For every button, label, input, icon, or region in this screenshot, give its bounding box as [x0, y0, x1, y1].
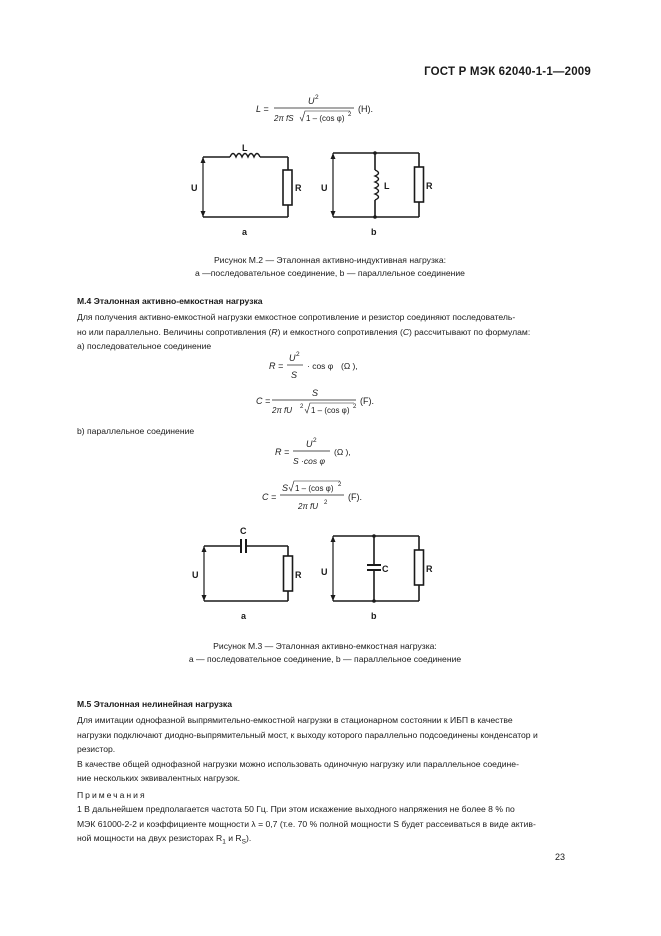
label-b: b	[371, 227, 377, 237]
svg-text:S: S	[291, 370, 298, 380]
label-U: U	[192, 570, 199, 580]
para-line: Для имитации однофазной выпрямительно-емкостной нагрузки в стационарном состоянии к ИБП в качестве	[77, 715, 513, 725]
formula-exp: 2	[315, 94, 319, 101]
resistor-symbol	[283, 170, 292, 205]
formula-r-parallel	[273, 435, 373, 474]
svg-text:S: S	[282, 483, 289, 493]
label-a: a	[242, 227, 248, 237]
formula-lhs: L =	[256, 104, 269, 114]
formula-inductance	[250, 92, 420, 133]
label-L: L	[384, 181, 390, 191]
svg-text:C =: C =	[256, 396, 271, 406]
label-R: R	[295, 183, 302, 193]
resistor-symbol	[415, 550, 424, 585]
para-line: нагрузки подключают диодно-выпрямительный мост, к выходу которого параллельно подсоединены конденсатор и	[77, 729, 538, 740]
svg-text:2: 2	[353, 404, 357, 410]
note-1	[77, 802, 597, 850]
label-a: a	[241, 611, 247, 621]
section-m5-title: М.5 Эталонная нелинейная нагрузка	[77, 699, 233, 709]
svg-text:2: 2	[324, 500, 328, 506]
svg-text:S ·cos φ: S ·cos φ	[293, 456, 325, 466]
svg-text:(F).: (F).	[360, 396, 374, 406]
svg-text:U: U	[289, 353, 296, 363]
resistor-symbol	[415, 167, 424, 202]
formula-den-exp: 2	[348, 112, 352, 118]
caption-line: Рисунок М.2 — Эталонная активно-индуктивная нагрузка:	[213, 255, 447, 265]
caption-line: a — последовательное соединение, b — параллельное соединение	[188, 654, 462, 664]
formula-unit: (H).	[358, 104, 373, 114]
para-line: ние нескольких эквивалентных нагрузок.	[77, 773, 240, 783]
label-R: R	[426, 181, 433, 191]
formula-numerator: U	[308, 96, 315, 106]
para-line: В качестве общей однофазной нагрузки можно использовать одиночную нагрузку или параллельное соедине-	[77, 758, 519, 769]
formula-c-parallel	[260, 478, 390, 519]
resistor-symbol	[284, 556, 293, 591]
circuit-m2-b	[318, 145, 443, 237]
label-C: C	[382, 564, 389, 574]
label-U: U	[191, 183, 198, 193]
para-line: Для получения активно-емкостной нагрузки емкостное сопротивление и резистор соединяют последователь-	[77, 312, 516, 322]
list-item-b: b) параллельное соединение	[77, 426, 195, 436]
formula-c-series	[254, 384, 394, 423]
svg-text:R =: R =	[275, 447, 290, 457]
formula-den-pre: 2π fS	[274, 114, 294, 123]
document-header: ГОСТ Р МЭК 62040-1-1—2009	[424, 66, 591, 78]
note-line: ной мощности на двух резисторах $R_1$ и $R_S$).	[77, 833, 252, 846]
formula-r-series	[267, 349, 377, 388]
svg-text:R =: R =	[269, 361, 284, 371]
svg-text:(Ω ),: (Ω ),	[334, 447, 351, 457]
circuit-m3-a	[186, 520, 301, 624]
svg-text:(F).: (F).	[348, 492, 362, 502]
svg-text:2: 2	[300, 404, 304, 410]
section-m4-paragraph	[77, 310, 587, 354]
circuit-m3-b	[318, 528, 443, 624]
inductor-symbol	[230, 154, 260, 158]
label-R: R	[295, 570, 302, 580]
inductor-symbol	[375, 170, 379, 200]
svg-text:S: S	[312, 388, 319, 398]
para-line: резистор.	[77, 744, 116, 754]
caption-line: Рисунок М.3 — Эталонная активно-емкостная нагрузка:	[213, 641, 437, 651]
notes-title: Примечания	[77, 790, 147, 800]
section-m5-paragraph	[77, 713, 597, 786]
label-R: R	[426, 564, 433, 574]
svg-text:C =: C =	[262, 492, 277, 502]
formula-den-root: 1 – (cos φ)	[306, 114, 345, 123]
label-C: C	[240, 526, 247, 536]
label-L: L	[242, 143, 248, 153]
svg-text:2: 2	[313, 437, 317, 444]
label-U: U	[321, 567, 328, 577]
label-U: U	[321, 183, 328, 193]
circuit-m2-a	[185, 145, 300, 237]
svg-text:· cos φ: · cos φ	[307, 361, 334, 371]
formula-inductance-svg	[250, 92, 420, 128]
figure-m3-caption	[65, 640, 585, 666]
svg-text:2: 2	[338, 482, 342, 488]
svg-text:1 – (cos φ): 1 – (cos φ)	[295, 484, 334, 493]
svg-text:(Ω ),: (Ω ),	[341, 361, 358, 371]
label-b: b	[371, 611, 377, 621]
caption-line: a —последовательное соединение, b — параллельное соединение	[195, 268, 465, 278]
para-line: но или параллельно. Величины сопротивления (R) и емкостного сопротивления (C) рассчитывают по формулам:	[77, 326, 531, 337]
svg-text:2π fU: 2π fU	[298, 502, 319, 511]
svg-text:1 – (cos φ): 1 – (cos φ)	[311, 406, 350, 415]
svg-text:2: 2	[296, 351, 300, 358]
note-line: 1 В дальнейшем предполагается частота 50 Гц. При этом искажение выходного напряжения не более 8 % по	[77, 804, 515, 814]
list-item-a: а) последовательное соединение	[77, 341, 212, 351]
note-line: МЭК 61000-2-2 и коэффициенте мощности λ = 0,7 (т.е. 70 % полной мощности S будет рассеиваться в виде актив-	[77, 818, 536, 829]
svg-text:U: U	[306, 439, 313, 449]
page-number: 23	[554, 852, 565, 862]
svg-text:2π fU: 2π fU	[272, 406, 293, 415]
section-m4-title: М.4 Эталонная активно-емкостная нагрузка	[77, 296, 263, 306]
figure-m2-caption	[80, 254, 580, 280]
